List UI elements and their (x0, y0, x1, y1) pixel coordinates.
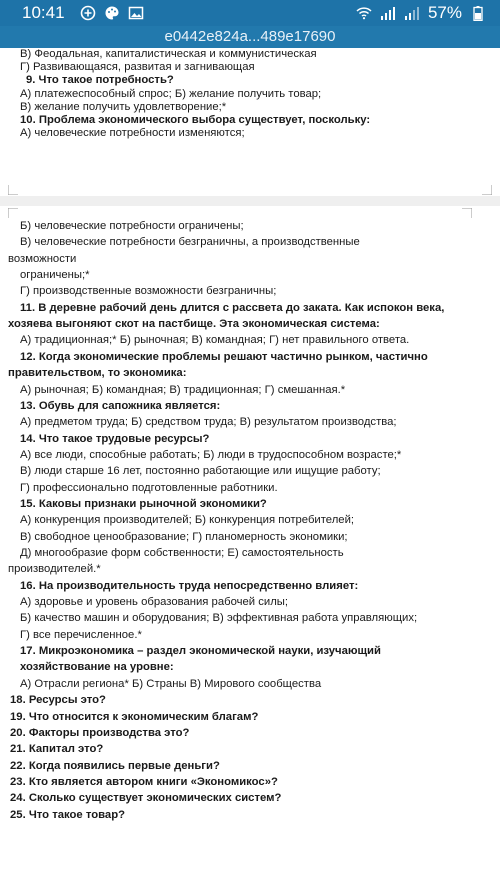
text-line: А) конкуренция производителей; Б) конкуренция потребителей; (20, 514, 355, 527)
image-icon (128, 5, 144, 21)
text-line: ограничены;* (20, 269, 90, 282)
text-line: А) Отрасли региона* Б) Страны В) Мирового сообщества (20, 677, 322, 690)
text-line: В) люди старше 16 лет, постоянно работающие или ищущие работу; (20, 465, 381, 478)
text-line: 24. Сколько существует экономических систем? (10, 792, 282, 805)
text-line: А) здоровье и уровень образования рабочей силы; (20, 596, 289, 609)
text-line: 21. Капитал это? (10, 743, 104, 756)
status-bar (0, 0, 500, 26)
text-line: хозяйствование на уровне: (20, 661, 174, 674)
text-line: производителей.* (8, 563, 101, 576)
system-icons (356, 3, 486, 23)
text-line: возможности (8, 252, 77, 265)
page-corner-mark (8, 208, 18, 218)
text-line: В) свободное ценообразование; Г) планомерность экономики; (20, 530, 348, 543)
page-separator (0, 196, 500, 206)
document-page-2[interactable] (0, 206, 500, 888)
wifi-icon (356, 5, 372, 21)
text-line: Б) качество машин и оборудования; В) эффективная работа управляющих; (20, 612, 418, 625)
text-line: хозяева выгоняют скот на пастбище. Эта экономическая система: (8, 318, 380, 331)
text-line: 13. Обувь для сапожника является: (20, 399, 221, 412)
text-line: А) традиционная;* Б) рыночная; В) командная; Г) нет правильного ответа. (20, 334, 410, 347)
battery-percent: 57% (427, 3, 462, 22)
text-line: А) рыночная; Б) командная; В) традиционная; Г) смешанная.* (20, 383, 346, 396)
status-time: 10:41 (22, 3, 65, 22)
document-page-1[interactable] (0, 48, 500, 196)
text-line: В) человеческие потребности безграничны, а производственные (20, 236, 360, 249)
text-line: В) желание получить удовлетворение;* (20, 100, 227, 113)
text-line: А) предметом труда; Б) средством труда; В) результатом производства; (20, 416, 397, 429)
text-line: Д) многообразие форм собственности; Е) самостоятельность (20, 547, 344, 559)
text-line: 17. Микроэкономика – раздел экономической науки, изучающий (20, 645, 381, 658)
text-line: 20. Факторы производства это? (10, 726, 190, 739)
notification-icons (80, 5, 144, 21)
page-corner-mark (482, 185, 492, 195)
text-line: Б) человеческие потребности ограничены; (20, 220, 244, 232)
text-line: 16. На производительность труда непосредственно влияет: (20, 579, 359, 592)
text-line: Г) профессионально подготовленные работники. (20, 481, 278, 494)
text-line: 18. Ресурсы это? (10, 694, 106, 707)
text-line: Г) Развивающаяся, развитая и загнивающая (20, 61, 255, 74)
add-circle-icon (80, 5, 96, 21)
document-title-bar (0, 26, 500, 48)
text-line: 9. Что такое потребность? (26, 74, 174, 87)
text-line: А) все люди, способные работать; Б) люди в трудоспособном возрасте;* (20, 448, 402, 461)
text-line: 11. В деревне рабочий день длится с рассвета до заката. Как испокон века, (20, 301, 445, 314)
battery-icon (470, 5, 486, 21)
signal-icon (380, 5, 396, 21)
text-line: В) Феодальная, капиталистическая и коммунистическая (20, 48, 317, 60)
text-line: 25. Что такое товар? (10, 808, 126, 821)
text-line: 23. Кто является автором книги «Экономикос»? (10, 775, 278, 788)
text-line: 14. Что такое трудовые ресурсы? (20, 432, 210, 445)
text-line: 19. Что относится к экономическим благам? (10, 710, 259, 723)
page-corner-mark (8, 185, 18, 195)
text-line: А) платежеспособный спрос; Б) желание получить товар; (20, 87, 322, 100)
page-corner-mark (462, 208, 472, 218)
text-line: 15. Каковы признаки рыночной экономики? (20, 497, 267, 510)
text-line: Г) все перечисленное.* (20, 628, 142, 641)
text-line: 22. Когда появились первые деньги? (10, 759, 220, 772)
text-line: Г) производственные возможности безграничны; (20, 285, 277, 298)
text-line: 10. Проблема экономического выбора существует, поскольку: (20, 114, 371, 126)
text-line: правительством, то экономика: (8, 367, 187, 380)
document-title: e0442e824a...489e17690 (164, 28, 336, 45)
signal-2-icon (404, 5, 420, 21)
palette-icon (104, 5, 120, 21)
text-line: 12. Когда экономические проблемы решают частично рынком, частично (20, 350, 428, 363)
text-line: А) человеческие потребности изменяются; (20, 127, 245, 140)
